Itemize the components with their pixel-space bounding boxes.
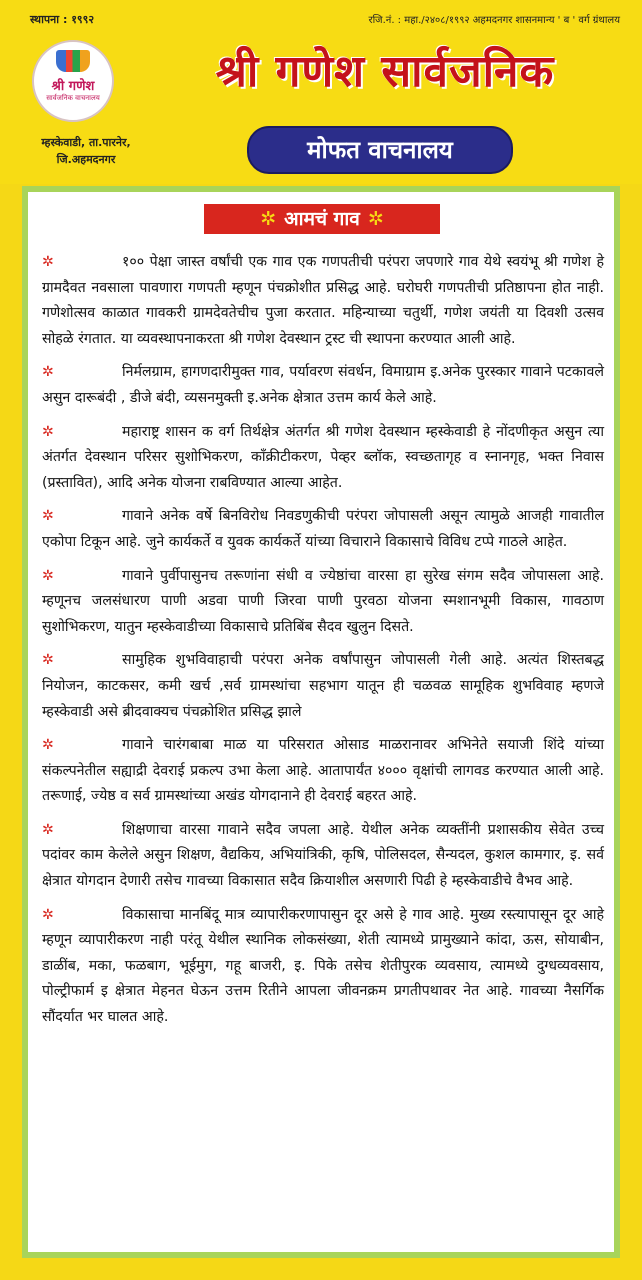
book-icon [56, 50, 90, 72]
star-icon: ✲ [367, 208, 384, 230]
bullet-star-icon: ✲ [42, 906, 54, 923]
paragraph [42, 564, 604, 641]
registration-number: रजि.नं. : महा./२४०८/१९९२ अहमदनगर शासनमान्य ' ब ' वर्ग ग्रंथालय [368, 15, 620, 26]
address [26, 134, 146, 168]
paragraph [42, 360, 604, 411]
village-description [42, 250, 604, 1039]
paragraph-text: गावाने पुर्वीपासुनच तरूणांना संधी व ज्येष्ठांचा वारसा हा सुरेख संगम सदैव जोपासला आहे. म्हणूनच जलसंधारण पाणी अडवा पाणी जिरवा पाणी पुरवठा योजना स्मशानभूमी विकास, गावठाण सुशोभिकरण, यातुन म्हस्केवाडीच्या विकासाचे प्रतिबिंब सैदव खुलुन दिसते. [42, 567, 604, 635]
bullet-star-icon: ✲ [42, 737, 54, 754]
star-icon: ✲ [260, 208, 277, 230]
bullet-star-icon: ✲ [42, 821, 54, 838]
paragraph-text: महाराष्ट्र शासन क वर्ग तिर्थक्षेत्र अंतर्गत श्री गणेश देवस्थान म्हस्केवाडी हे नोंदणीकृत असुन त्या अंतर्गत देवस्थान परिसर सुशोभिकरण, कॉंक्रीटीकरण, पेव्हर ब्लॉक, स्वच्छतागृह व स्नानगृह, भक्त निवास (प्रस्तावित), आदि अनेक योजना राबविण्यात आल्या आहेत. [42, 423, 604, 491]
section-title: आमचं गाव [284, 208, 360, 230]
paragraph-text: सामुहिक शुभविवाहाची परंपरा अनेक वर्षांपासुन जोपासली गेली आहे. अत्यंत शिस्तबद्ध नियोजन, काटकसर, कमी खर्च ,सर्व ग्रामस्थांचा सहभाग यातून ही चळवळ सामूहिक शुभविवाह म्हणजे म्हस्केवाडी असे ब्रीदवाक्यच पंचक्रोशित प्रसिद्ध झाले [42, 652, 604, 720]
paragraph [42, 903, 604, 1031]
paragraph-text: १०० पेक्षा जास्त वर्षांची एक गाव एक गणपतीची परंपरा जपणारे गाव येथे स्वयंभू श्री गणेश हे ग्रामदैवत नवसाला पावणारा गणपती म्हणून पंचक्रोशीत प्रसिद्ध आहे. घरोघरी गणपतीची प्रतिष्ठापना होत नाही. गणेशोत्सव काळात गावकरी ग्रामदेवतेचीच पुजा करतात. महिन्याच्या चतुर्थी, गणेश जयंती या दिवशी उत्सव सोहळे रंगतात. या व्यवस्थापनाकरता श्री गणेश देवस्थान ट्रस्ट ची स्थापना करण्यात आली आहे. [42, 254, 604, 347]
paragraph [42, 420, 604, 497]
library-title: श्री गणेश सार्वजनिक [215, 46, 555, 97]
content-panel [22, 186, 620, 1258]
paragraph [42, 818, 604, 895]
paragraph-text: विकासाचा मानबिंदू मात्र व्यापारीकरणापासुन दूर असे हे गाव आहे. मुख्य रस्त्यापासून दूर आहे म्हणून व्यापारीकरण नाही परंतू येथील स्थानिक लोकसंख्या, शेती त्यामध्ये प्रामुख्याने कांदा, ऊस, सोयाबीन, डाळींब, मका, फळबाग, भूईमुग, गहू बाजरी, इ. पिके तसेच शेतीपुरक व्यवसाय, त्यामध्ये दुग्धव्यवसाय, पोल्ट्रीफार्म इ क्षेत्रात मेहनत घेऊन उत्तम रितीने आपला जीवनक्रम प्रगतीपथावर नेत आहे. गावच्या नैसर्गिक सौंदर्यात भर घालत आहे. [42, 906, 604, 1026]
bullet-star-icon: ✲ [42, 364, 54, 381]
paragraph-text: गावाने चारंगबाबा माळ या परिसरात ओसाड माळरानावर अभिनेते सयाजी शिंदे यांच्या संकल्पनेतील सह्याद्री देवराई प्रकल्प उभा केला आहे. आतापार्यंत ४००० वृक्षांची लागवड करण्यात आली आहे. तरूणाई, ज्येष्ठ व सर्व ग्रामस्थांच्या अखंड योगदानाने ही देवराई बहरत आहे. [42, 737, 604, 805]
bullet-star-icon: ✲ [42, 423, 54, 440]
header-banner [0, 0, 642, 184]
bullet-star-icon: ✲ [42, 508, 54, 525]
address-line-1: म्हस्केवाडी, ता.पारनेर, [41, 136, 131, 149]
paragraph [42, 250, 604, 352]
bullet-star-icon: ✲ [42, 652, 54, 669]
paragraph-text: निर्मलग्राम, हागणदारीमुक्त गाव, पर्यावरण संवर्धन, विमाग्राम इ.अनेक पुरस्कार गावाने पटकावले असुन दारूबंदी , डीजे बंदी, व्यसनमुक्ती इ.अनेक क्षेत्रात उत्तम कार्य केले आहे. [42, 364, 604, 406]
address-line-2: जि.अहमदनगर [56, 153, 116, 166]
logo-name: श्री गणेश [51, 79, 95, 94]
library-logo [32, 40, 114, 122]
paragraph-text: शिक्षणाचा वारसा गावाने सदैव जपला आहे. येथील अनेक व्यक्तींनी प्रशासकीय सेवेत उच्च पदांवर काम केलेले असुन शिक्षण, वैद्यकिय, अभियांत्रिकी, कृषि, पोलिसदल, सैन्यदल, कुशल कामगार, इ. सर्व क्षेत्रात योगदान देणारी तसेच गावच्या विकासात सदैव क्रियाशील असणारी पिढी हे म्हस्केवाडीचे वैभव आहे. [42, 821, 604, 890]
bullet-star-icon: ✲ [42, 567, 54, 584]
paragraph [42, 648, 604, 725]
logo-subtitle: सार्वजनिक वाचनालय [46, 94, 100, 102]
paragraph-text: गावाने अनेक वर्षे बिनविरोध निवडणुकीची परंपरा जोपासली असून त्यामुळे आजही गावातील एकोपा टिकून आहे. जुने कार्यकर्ते व युवक कार्यकर्ते यांच्या विचाराने विकासाचे विविध टप्पे गाठले आहेत. [42, 508, 604, 550]
established-year: स्थापना : १९९२ [30, 13, 95, 26]
bullet-star-icon: ✲ [42, 254, 54, 270]
paragraph [42, 504, 604, 555]
library-subtitle-badge: मोफत वाचनालय [247, 126, 513, 174]
section-title-banner [204, 204, 440, 234]
paragraph [42, 733, 604, 810]
